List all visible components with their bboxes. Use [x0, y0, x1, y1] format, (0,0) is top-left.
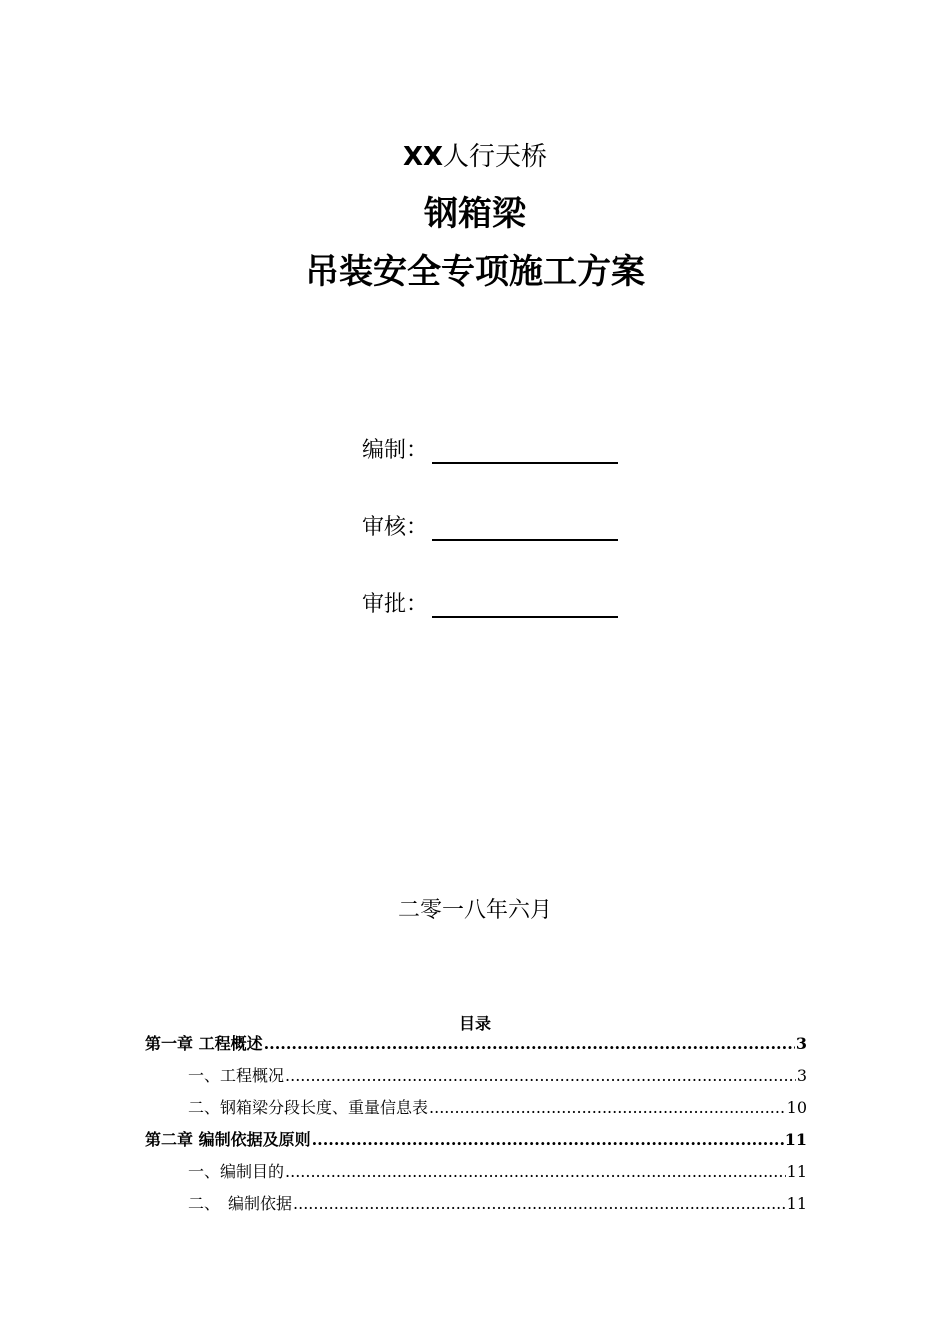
toc-entry-text: 一、编制目的 [188, 1162, 285, 1181]
toc-entry[interactable] [145, 1060, 807, 1092]
toc-entry-page: 11 [784, 1130, 807, 1149]
toc-entry-text: 二、钢箱梁分段长度、重量信息表 [188, 1098, 429, 1117]
toc-leader-dots [285, 1156, 786, 1188]
title-prefix: XX [402, 142, 444, 172]
signature-label-review: 审核： [362, 515, 429, 540]
toc-entry[interactable] [145, 1028, 807, 1060]
toc-entry-page: 10 [786, 1098, 807, 1117]
signature-label-approve: 审批： [362, 592, 429, 617]
toc-entry-page: 11 [786, 1194, 807, 1213]
toc-leader-dots [285, 1060, 796, 1092]
signature-row-compile [362, 430, 618, 466]
table-of-contents [145, 1028, 807, 1220]
toc-entry-text: 第二章 编制依据及原则 [145, 1130, 311, 1149]
title-line-1-text: 人行天桥 [443, 142, 548, 172]
toc-entry-page: 11 [786, 1162, 807, 1181]
signature-blank-review [432, 539, 618, 541]
signature-row-approve [362, 584, 618, 620]
toc-entry-page: 3 [796, 1066, 807, 1085]
toc-entry-text: 一、工程概况 [188, 1066, 285, 1085]
signature-blank-approve [432, 616, 618, 618]
toc-heading: 目录 [458, 1014, 491, 1033]
toc-leader-dots [293, 1188, 786, 1220]
toc-entry-text: 二、 编制依据 [188, 1194, 293, 1213]
signature-row-review [362, 507, 618, 543]
cover-title-line-1 [0, 136, 950, 173]
signature-blank-compile [432, 462, 618, 464]
toc-entry-text: 第一章 工程概述 [145, 1034, 263, 1053]
toc-entry-page: 3 [795, 1034, 807, 1053]
toc-entry[interactable] [145, 1092, 807, 1124]
signature-label-compile: 编制： [362, 438, 429, 463]
toc-entry[interactable] [145, 1124, 807, 1156]
cover-date: 二零一八年六月 [397, 898, 552, 923]
cover-title-line-3: 吊装安全专项施工方案 [305, 252, 645, 292]
toc-leader-dots [429, 1092, 786, 1124]
cover-title-line-2: 钢箱梁 [424, 194, 526, 234]
toc-entry[interactable] [145, 1156, 807, 1188]
toc-leader-dots [264, 1028, 795, 1060]
toc-entry[interactable] [145, 1188, 807, 1220]
toc-leader-dots [312, 1124, 784, 1156]
